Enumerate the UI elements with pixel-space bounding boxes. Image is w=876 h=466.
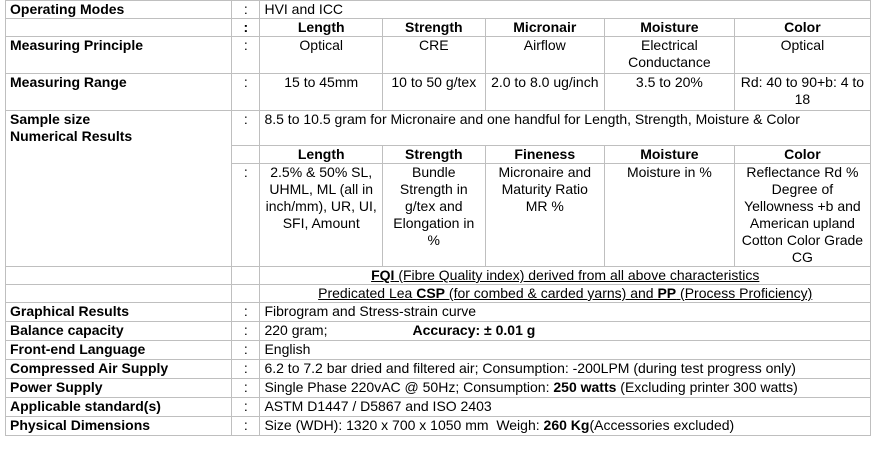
balance-capacity-label: Balance capacity [6, 322, 232, 341]
colon: : [232, 164, 260, 267]
csp-text [318, 285, 812, 301]
range-length: 15 to 45mm [260, 74, 383, 111]
row-balance-capacity [6, 322, 871, 341]
operating-modes-value: HVI and ICC [260, 1, 871, 19]
results-length: 2.5% & 50% SL, UHML, ML (all in inch/mm), UR, UI, SFI, Amount [260, 164, 383, 267]
csp-middle: (for combed & carded yarns) and [445, 285, 658, 301]
spec-table [5, 0, 871, 436]
balance-capacity-value-cell [260, 322, 871, 341]
empty-cell [6, 19, 232, 37]
measuring-range-label: Measuring Range [6, 74, 232, 111]
colon: : [232, 19, 260, 37]
row-applicable-standards [6, 398, 871, 417]
power-supply-suffix: (Excluding printer 300 watts) [616, 379, 798, 395]
accuracy-value: Accuracy: ± 0.01 g [412, 322, 536, 338]
empty-cell [6, 285, 232, 303]
results-moisture: Moisture in % [604, 164, 734, 267]
principle-strength: CRE [382, 37, 485, 74]
colon: : [232, 379, 260, 398]
row-csp [6, 285, 871, 303]
balance-capacity-value: 220 gram; [264, 322, 328, 338]
colon: : [232, 111, 260, 146]
front-end-language-value: English [260, 341, 871, 360]
colon: : [232, 322, 260, 341]
row-front-end-language [6, 341, 871, 360]
range-strength: 10 to 50 g/tex [382, 74, 485, 111]
fqi-rest: (Fibre Quality index) derived from all above characteristics [394, 267, 760, 283]
physical-dimensions-prefix: Size (WDH): 1320 x 700 x 1050 mm Weigh: [264, 417, 544, 433]
physical-dimensions-label: Physical Dimensions [6, 417, 232, 436]
sample-size-label [6, 111, 232, 267]
row-measuring-principle [6, 37, 871, 74]
range-micronair: 2.0 to 8.0 ug/inch [485, 74, 604, 111]
row-parameter-header [6, 19, 871, 37]
empty-cell [232, 146, 260, 164]
applicable-standards-label: Applicable standard(s) [6, 398, 232, 417]
results-fineness: Micronaire and Maturity Ratio MR % [485, 164, 604, 267]
csp-suffix: (Process Proficiency) [676, 285, 813, 301]
front-end-language-label: Front-end Language [6, 341, 232, 360]
colon: : [232, 37, 260, 74]
header-micronair: Micronair [485, 19, 604, 37]
colon: : [232, 1, 260, 19]
csp-prefix: Predicated Lea [318, 285, 417, 301]
range-color: Rd: 40 to 90+b: 4 to 18 [734, 74, 870, 111]
row-physical-dimensions [6, 417, 871, 436]
row-operating-modes [6, 1, 871, 19]
results-header-moisture: Moisture [604, 146, 734, 164]
compressed-air-label: Compressed Air Supply [6, 360, 232, 379]
physical-dimensions-suffix: (Accessories excluded) [589, 417, 735, 433]
header-length: Length [260, 19, 383, 37]
results-header-color: Color [734, 146, 870, 164]
power-supply-value [260, 379, 871, 398]
fqi-bold: FQI [371, 267, 395, 283]
header-moisture: Moisture [604, 19, 734, 37]
results-color: Reflectance Rd % Degree of Yellowness +b and American upland Cotton Color Grade CG [734, 164, 870, 267]
range-moisture: 3.5 to 20% [604, 74, 734, 111]
graphical-results-value: Fibrogram and Stress-strain curve [260, 303, 871, 322]
header-color: Color [734, 19, 870, 37]
principle-color: Optical [734, 37, 870, 74]
results-strength: Bundle Strength in g/tex and Elongation in % [382, 164, 485, 267]
colon: : [232, 303, 260, 322]
row-measuring-range [6, 74, 871, 111]
principle-micronair: Airflow [485, 37, 604, 74]
physical-dimensions-weight: 260 Kg [543, 417, 590, 433]
fqi-line [260, 267, 871, 285]
results-header-strength: Strength [382, 146, 485, 164]
colon: : [232, 360, 260, 379]
sample-size-label-line1: Sample size [10, 111, 91, 127]
colon: : [232, 341, 260, 360]
principle-length: Optical [260, 37, 383, 74]
results-header-fineness: Fineness [485, 146, 604, 164]
colon: : [232, 417, 260, 436]
row-graphical-results [6, 303, 871, 322]
empty-cell [6, 267, 232, 285]
measuring-principle-label: Measuring Principle [6, 37, 232, 74]
numerical-results-label: Numerical Results [10, 128, 133, 144]
csp-bold: CSP [416, 285, 446, 301]
operating-modes-label: Operating Modes [6, 1, 232, 19]
physical-dimensions-value [260, 417, 871, 436]
csp-line [260, 285, 871, 303]
principle-moisture: Electrical Conductance [604, 37, 734, 74]
row-fqi [6, 267, 871, 285]
colon: : [232, 74, 260, 111]
results-header-length: Length [260, 146, 383, 164]
applicable-standards-value: ASTM D1447 / D5867 and ISO 2403 [260, 398, 871, 417]
empty-cell [232, 267, 260, 285]
graphical-results-label: Graphical Results [6, 303, 232, 322]
empty-cell [232, 285, 260, 303]
row-power-supply [6, 379, 871, 398]
sample-size-value: 8.5 to 10.5 gram for Micronaire and one handful for Length, Strength, Moisture & Color [260, 111, 871, 146]
power-supply-label: Power Supply [6, 379, 232, 398]
row-sample-size [6, 111, 871, 146]
pp-bold: PP [657, 285, 677, 301]
power-supply-prefix: Single Phase 220vAC @ 50Hz; Consumption: [264, 379, 554, 395]
colon: : [232, 398, 260, 417]
fqi-text [371, 267, 759, 283]
row-compressed-air [6, 360, 871, 379]
header-strength: Strength [382, 19, 485, 37]
power-supply-watts: 250 watts [553, 379, 617, 395]
compressed-air-value: 6.2 to 7.2 bar dried and filtered air; Consumption: -200LPM (during test progress only) [260, 360, 871, 379]
